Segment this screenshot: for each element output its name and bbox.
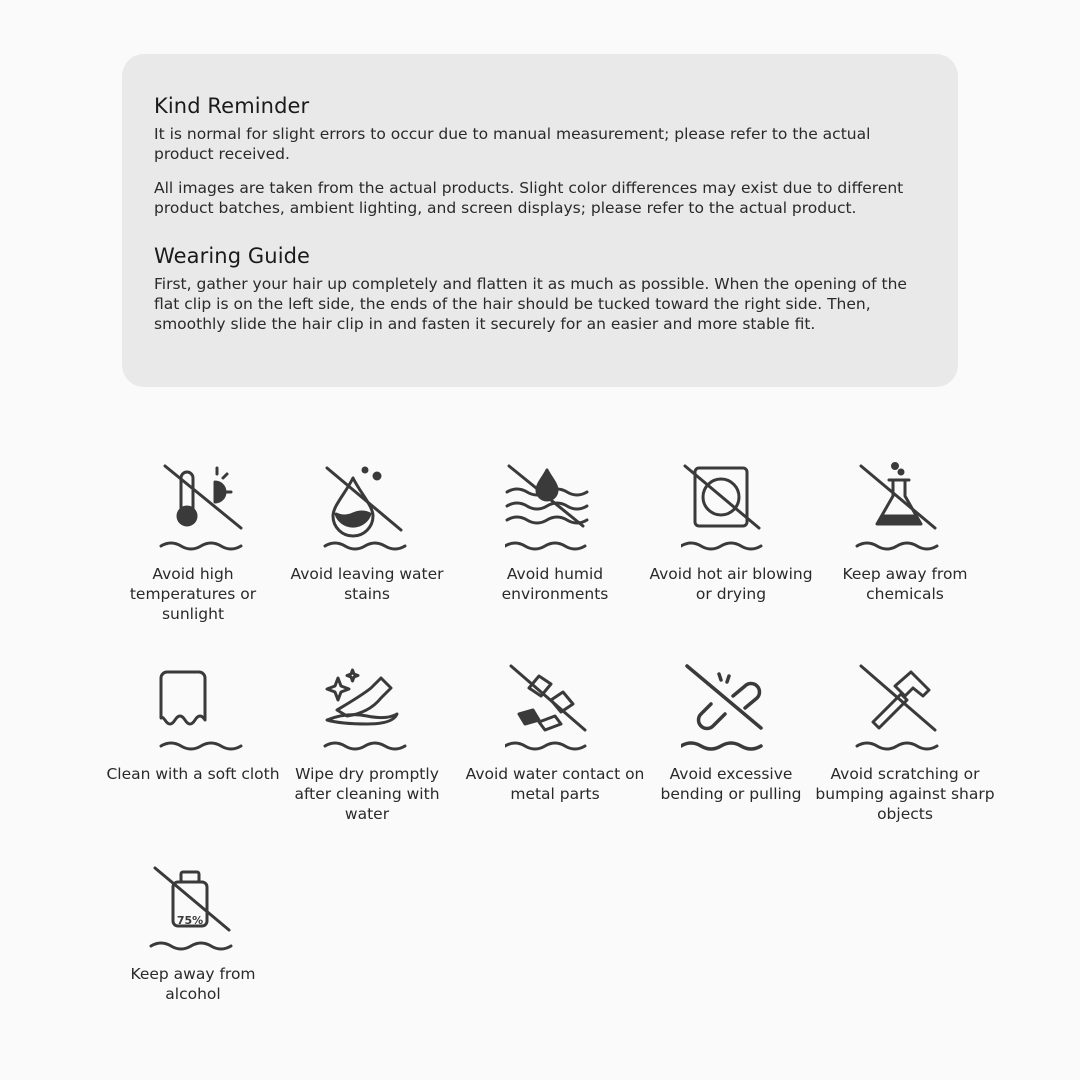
care-item-water-stains <box>277 460 457 604</box>
care-label: Avoid scratching or bumping against sharp objects <box>815 765 995 823</box>
care-label: Avoid leaving water stains <box>290 565 444 603</box>
wearing-guide-text: First, gather your hair up completely and flatten it as much as possible. When the opening of the flat clip is on the left side, the ends of the hair should be tucked toward the right side. Then, smoothly slide the hair clip in and fasten it securely for an easier and more stable fit. <box>154 275 907 333</box>
hammer-icon <box>855 660 955 756</box>
wearing-guide-title: Wearing Guide <box>154 244 311 268</box>
kind-reminder-title: Kind Reminder <box>154 94 310 118</box>
metal-parts-icon <box>505 660 605 756</box>
care-label: Avoid high temperatures or sunlight <box>129 565 257 623</box>
care-label: Wipe dry promptly after cleaning with water <box>294 765 440 823</box>
info-panel <box>122 54 958 387</box>
care-label: Keep away from chemicals <box>842 565 968 603</box>
care-item-bending <box>641 660 821 804</box>
care-label: Avoid hot air blowing or drying <box>649 565 813 603</box>
wipe-hand-icon <box>317 660 417 756</box>
reminder-text-2: All images are taken from the actual products. Slight color differences may exist due to different product batches, ambient lighting, and screen displays; please refer to the actual product. <box>154 179 904 217</box>
soft-cloth-icon <box>143 660 243 756</box>
alcohol-bottle-icon <box>143 860 243 956</box>
water-drop-icon <box>317 460 417 556</box>
care-item-chemicals <box>815 460 995 604</box>
care-label: Avoid water contact on metal parts <box>465 765 645 803</box>
broken-clip-icon <box>681 660 781 756</box>
care-label: Keep away from alcohol <box>130 965 256 1003</box>
humidity-waves-icon <box>505 460 605 556</box>
care-item-alcohol <box>103 860 283 1004</box>
care-label: Avoid humid environments <box>501 565 609 603</box>
care-label: Avoid excessive bending or pulling <box>660 765 802 803</box>
care-item-high-temperature <box>103 460 283 624</box>
reminder-text-1: It is normal for slight errors to occur due to manual measurement; please refer to the actual product received. <box>154 125 871 163</box>
care-item-humid <box>465 460 645 604</box>
care-item-sharp-objects <box>815 660 995 824</box>
care-item-metal-parts <box>465 660 645 804</box>
alcohol-percent-badge: 75% <box>176 914 204 927</box>
thermometer-sun-icon <box>143 460 243 556</box>
care-item-wipe-dry <box>277 660 457 824</box>
care-label: Clean with a soft cloth <box>106 765 280 783</box>
care-item-soft-cloth <box>103 660 283 784</box>
chemical-flask-icon <box>855 460 955 556</box>
care-item-hot-air <box>641 460 821 604</box>
tumble-dry-icon <box>681 460 781 556</box>
